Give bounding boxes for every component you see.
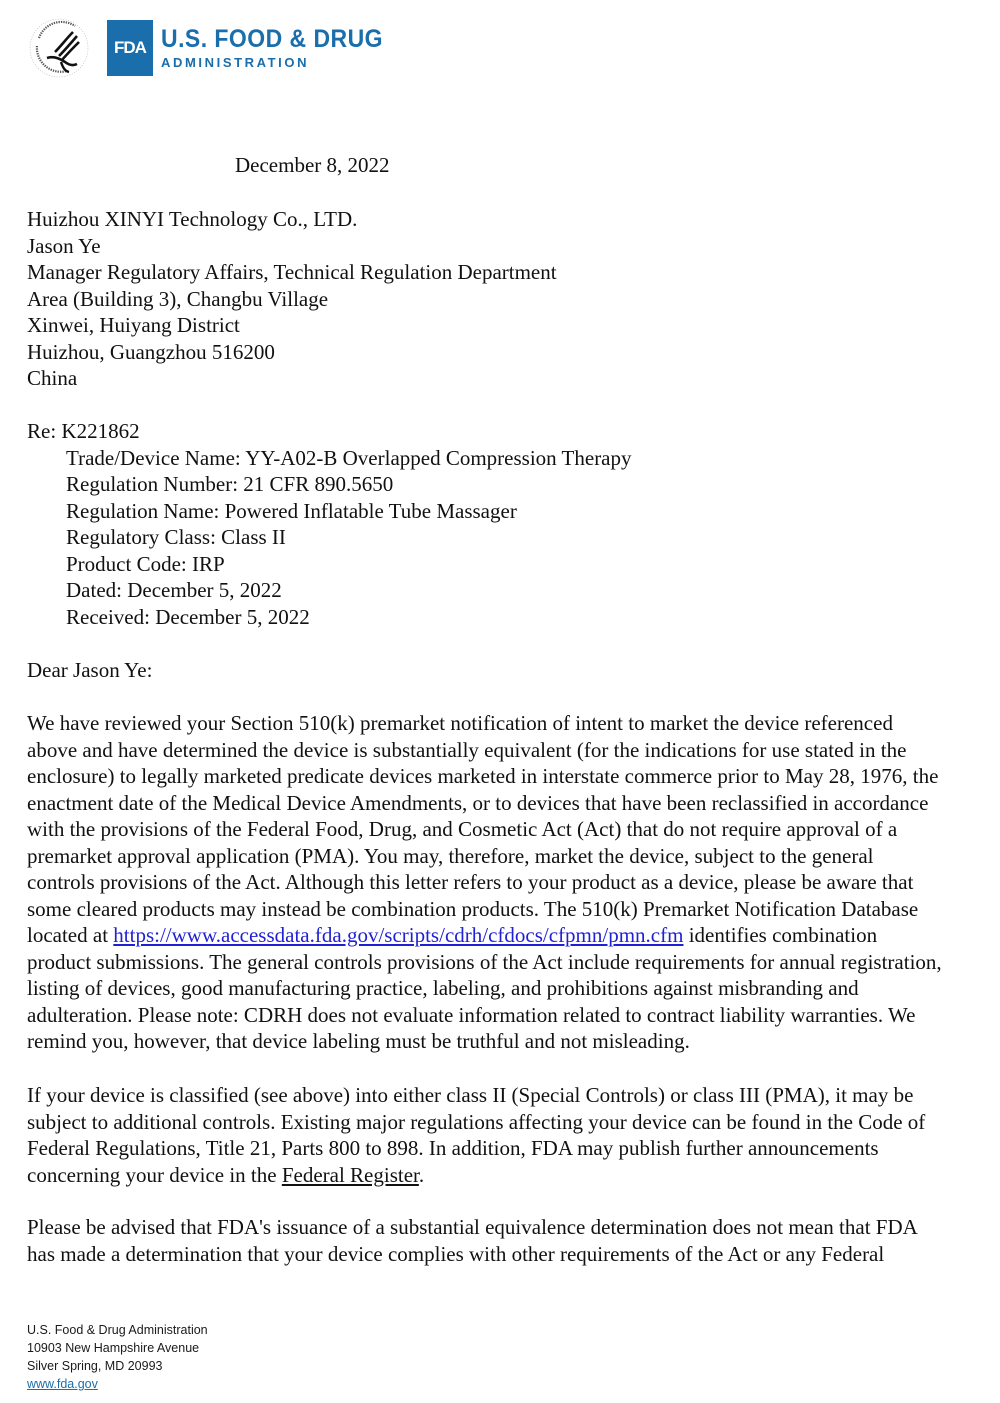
footer-address <box>27 1321 208 1393</box>
reference-field: Dated: December 5, 2022 <box>66 578 282 602</box>
link-suffix: identifies combination <box>683 923 878 947</box>
reference-field: Trade/Device Name: YY-A02-B Overlapped Compression Therapy <box>66 445 632 470</box>
federal-register-prefix: concerning your device in the <box>27 1162 282 1187</box>
paragraph-line: premarket approval application (PMA). You may, therefore, market the device, subject to the general <box>27 843 874 868</box>
paragraph-line: Please be advised that FDA's issuance of a substantial equivalence determination does not mean that FDA <box>27 1215 918 1239</box>
hhs-seal-icon <box>27 16 91 80</box>
link-prefix: located at <box>27 923 114 947</box>
paragraph-1 <box>27 710 967 1055</box>
letterhead <box>27 10 402 85</box>
fda-website-link[interactable]: www.fda.gov <box>27 1377 98 1391</box>
paragraph-line: If your device is classified (see above) into either class II (Special Controls) or class III (PMA), it may be <box>27 1083 914 1107</box>
address-line: Jason Ye <box>27 233 101 258</box>
paragraph-3 <box>27 1214 967 1267</box>
paragraph-line: controls provisions of the Act. Although this letter refers to your product as a device, please be aware that <box>27 870 914 894</box>
fda-wordmark-subtitle: ADMINISTRATION <box>161 54 310 70</box>
paragraph-line: listing of devices, good manufacturing practice, labeling, and prohibitions against misbranding and <box>27 976 859 1000</box>
paragraph-line: product submissions. The general controls provisions of the Act include requirements for annual registration, <box>27 949 942 974</box>
address-line: China <box>27 366 78 390</box>
reference-field: Regulatory Class: Class II <box>66 525 286 549</box>
salutation: Dear Jason Ye: <box>27 658 153 682</box>
address-line: Area (Building 3), Changbu Village <box>27 286 329 311</box>
pmn-database-link[interactable]: https://www.accessdata.fda.gov/scripts/cdrh/cfdocs/cfpmn/pmn.cfm <box>113 923 684 947</box>
reference-field: Regulation Name: Powered Inflatable Tube Massager <box>66 498 517 523</box>
fda-logo-text: FDA <box>114 37 146 57</box>
reference-number: Re: K221862 <box>27 419 140 443</box>
paragraph-line: We have reviewed your Section 510(k) premarket notification of intent to market the device referenced <box>27 711 893 735</box>
federal-register-suffix: . <box>418 1162 425 1187</box>
paragraph-line <box>27 922 967 949</box>
letter-date: December 8, 2022 <box>235 153 390 177</box>
footer-line: Silver Spring, MD 20993 <box>27 1359 163 1373</box>
address-line: Huizhou, Guangzhou 516200 <box>27 339 275 364</box>
fda-wordmark-title: U.S. FOOD & DRUG <box>161 24 384 53</box>
recipient-address <box>27 206 557 392</box>
paragraph-line: Federal Regulations, Title 21, Parts 800 to 898. In addition, FDA may publish further announcements <box>27 1136 879 1160</box>
paragraph-line <box>27 1162 967 1189</box>
paragraph-line: remind you, however, that device labeling must be truthful and not misleading. <box>27 1029 690 1053</box>
paragraph-line: some cleared products may instead be combination products. The 510(k) Premarket Notification Database <box>27 896 919 921</box>
footer-line: U.S. Food & Drug Administration <box>27 1323 208 1337</box>
address-line: Xinwei, Huiyang District <box>27 313 240 337</box>
footer-line: 10903 New Hampshire Avenue <box>27 1341 200 1355</box>
fda-logo-box <box>107 20 153 76</box>
paragraph-line: above and have determined the device is substantially equivalent (for the indications for use stated in the <box>27 737 907 762</box>
reference-field: Product Code: IRP <box>66 551 225 576</box>
reference-field: Regulation Number: 21 CFR 890.5650 <box>66 472 394 496</box>
address-line: Manager Regulatory Affairs, Technical Regulation Department <box>27 260 557 284</box>
paragraph-line: has made a determination that your device complies with other requirements of the Act or any Federal <box>27 1241 885 1266</box>
paragraph-line: with the provisions of the Federal Food, Drug, and Cosmetic Act (Act) that do not require approval of a <box>27 817 898 841</box>
paragraph-2 <box>27 1082 967 1188</box>
paragraph-line: enactment date of the Medical Device Amendments, or to devices that have been reclassified in accordance <box>27 790 929 815</box>
federal-register-link[interactable]: Federal Register <box>281 1162 419 1187</box>
reference-block <box>27 418 632 630</box>
fda-wordmark <box>161 25 402 71</box>
address-line: Huizhou XINYI Technology Co., LTD. <box>27 207 358 231</box>
paragraph-line: subject to additional controls. Existing major regulations affecting your device can be found in the Code of <box>27 1109 926 1134</box>
paragraph-line: enclosure) to legally marketed predicate devices marketed in interstate commerce prior to May 28, 1976, the <box>27 764 939 788</box>
paragraph-line: adulteration. Please note: CDRH does not evaluate information related to contract liability warranties. We <box>27 1002 916 1027</box>
reference-field: Received: December 5, 2022 <box>66 604 310 629</box>
